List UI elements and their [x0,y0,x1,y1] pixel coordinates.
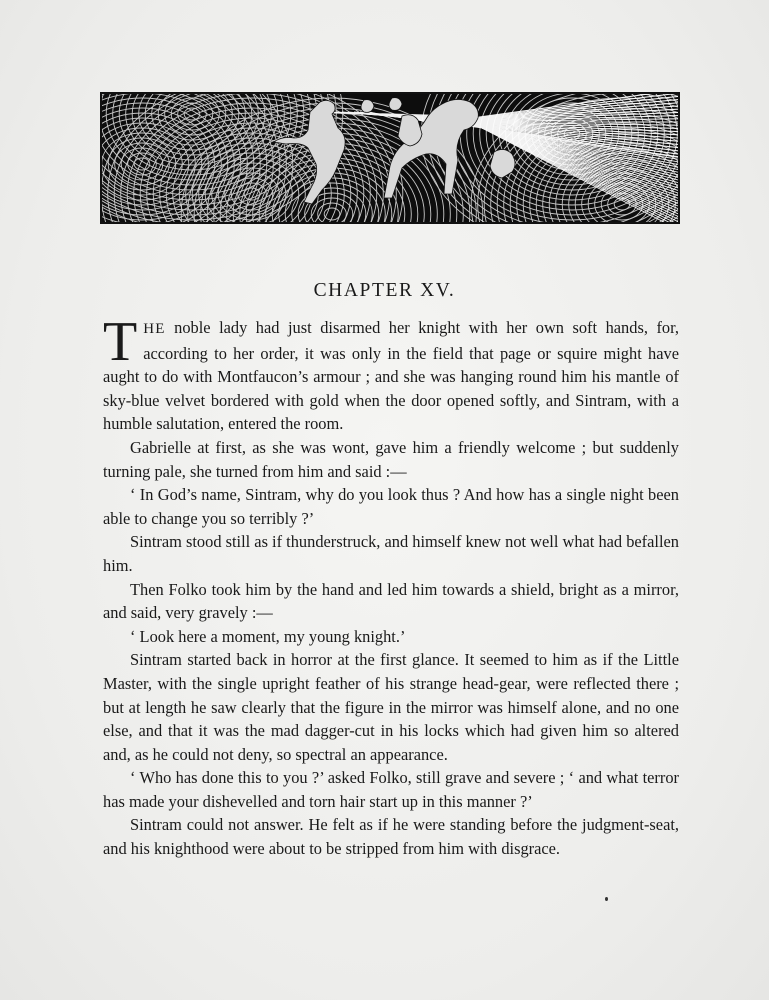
paragraph: Then Folko took him by the hand and led him towards a shield, bright as a mirror, and said, very gravely :— [103,579,679,623]
paragraph: Gabrielle at first, as she was wont, gave him a friendly welcome ; but suddenly turning pale, she turned from him and said :— [103,437,679,481]
drop-cap: T [103,311,138,373]
chapter-header-illustration [100,92,680,224]
paragraph: Sintram stood still as if thunderstruck, and himself knew not well what had befallen him. [103,532,679,575]
paragraph: Sintram could not answer. He felt as if he were standing before the judgment-seat, and his knighthood were about to be stripped from him with disgrace. [103,815,679,859]
paragraph [103,311,679,436]
paragraph: ‘ In God’s name, Sintram, why do you look thus ? And how has a single night been able to change you so terribly ?’ [103,485,679,528]
chapter-body [103,311,679,861]
small-caps-lead: HE [143,321,166,337]
paragraph: ‘ Who has done this to you ?’ asked Folko, still grave and severe ; ‘ and what terror has made your dishevelled and torn hair start up in this manner ?’ [103,768,679,811]
paragraph-text: noble lady had just disarmed her knight with her own soft hands, for, according to her order, it was only in the field that page or squire might have aught to do with Montfaucon’s armour ; and she was hanging round him his mantle of sky-blue velvet bordered with gold when the door opened softly, and Sintram, with a humble salutation, entered the room. [103,318,679,434]
paragraph: Sintram started back in horror at the first glance. It seemed to him as if the Little Master, with the single upright feather of his strange head-gear, were reflected there ; but at length he saw clearly that the figure in the mirror was himself alone, and no one else, and that it was the mad dagger-cut in his locks which had given him so altered and, as he could not deny, so spectral an appearance. [103,650,679,764]
ink-speck [605,897,608,901]
paragraph: ‘ Look here a moment, my young knight.’ [130,626,406,646]
chapter-title: CHAPTER XV. [313,280,456,301]
